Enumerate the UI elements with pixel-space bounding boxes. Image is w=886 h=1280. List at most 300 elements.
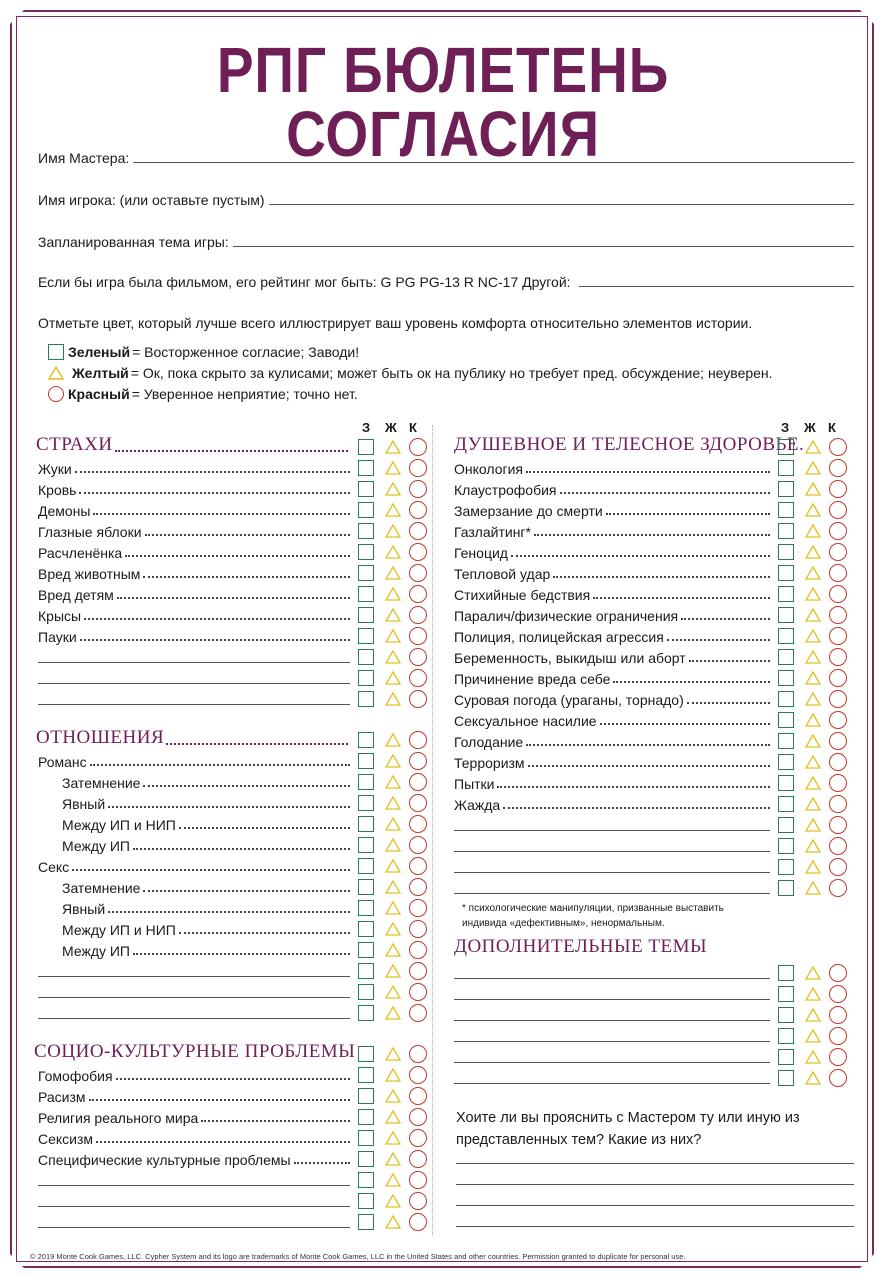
rating-checkboxes	[358, 564, 427, 582]
green-checkbox[interactable]	[778, 628, 794, 644]
yellow-triangle-checkbox[interactable]	[385, 1215, 401, 1229]
item-label: Пытки	[454, 776, 495, 792]
green-checkbox[interactable]	[358, 460, 374, 476]
yellow-triangle-checkbox[interactable]	[805, 692, 821, 706]
yellow-triangle-checkbox[interactable]	[805, 629, 821, 643]
yellow-triangle-checkbox[interactable]	[805, 1050, 821, 1064]
answer-line[interactable]	[456, 1184, 854, 1185]
dot-leader	[116, 1078, 350, 1080]
red-circle-checkbox[interactable]	[409, 648, 427, 666]
red-circle-checkbox[interactable]	[409, 690, 427, 708]
red-circle-checkbox[interactable]	[409, 752, 427, 770]
yellow-triangle-checkbox[interactable]	[385, 1068, 401, 1082]
red-circle-checkbox[interactable]	[829, 985, 847, 1003]
green-checkbox[interactable]	[778, 838, 794, 854]
list-item	[454, 732, 770, 750]
yellow-triangle-checkbox[interactable]	[805, 482, 821, 496]
rating-checkboxes	[358, 836, 427, 854]
answer-line[interactable]	[456, 1163, 854, 1164]
green-checkbox[interactable]	[778, 817, 794, 833]
write-in-line[interactable]	[38, 1206, 350, 1207]
dot-leader	[613, 681, 770, 683]
write-in-line[interactable]	[38, 704, 350, 705]
green-checkbox[interactable]	[358, 1005, 374, 1021]
write-in-line[interactable]	[454, 893, 770, 894]
red-circle-checkbox[interactable]	[409, 522, 427, 540]
red-circle-checkbox[interactable]	[409, 941, 427, 959]
item-label: Между ИП и НИП	[62, 922, 176, 938]
rating-checkboxes	[778, 795, 847, 813]
red-circle-checkbox[interactable]	[409, 1045, 427, 1063]
green-checkbox[interactable]	[358, 858, 374, 874]
yellow-triangle-checkbox[interactable]	[385, 566, 401, 580]
blank-item-line[interactable]	[454, 879, 770, 897]
red-circle-checkbox[interactable]	[409, 627, 427, 645]
red-circle-checkbox[interactable]	[829, 837, 847, 855]
write-in-line[interactable]	[38, 683, 350, 684]
red-circle-checkbox[interactable]	[829, 690, 847, 708]
rating-line[interactable]	[579, 285, 854, 287]
yellow-triangle-checkbox[interactable]	[805, 755, 821, 769]
item-label: Романс	[38, 754, 87, 770]
yellow-triangle-checkbox[interactable]	[805, 713, 821, 727]
yellow-triangle-checkbox[interactable]	[385, 482, 401, 496]
green-checkbox[interactable]	[358, 900, 374, 916]
red-circle-checkbox[interactable]	[409, 983, 427, 1001]
write-in-line[interactable]	[38, 662, 350, 663]
green-checkbox[interactable]	[358, 837, 374, 853]
yellow-triangle-checkbox[interactable]	[805, 650, 821, 664]
green-checkbox[interactable]	[358, 439, 374, 455]
green-checkbox[interactable]	[358, 963, 374, 979]
item-label: Жажда	[454, 797, 501, 813]
red-circle-checkbox[interactable]	[409, 1108, 427, 1126]
list-item	[38, 522, 350, 540]
yellow-triangle-checkbox[interactable]	[385, 922, 401, 936]
red-circle-checkbox[interactable]	[829, 438, 847, 456]
green-checkbox[interactable]	[358, 1172, 374, 1188]
green-checkbox[interactable]	[358, 544, 374, 560]
item-label: Сексизм	[38, 1131, 94, 1147]
rating-checkboxes	[358, 501, 427, 519]
yellow-triangle-checkbox[interactable]	[385, 733, 401, 747]
red-circle-checkbox[interactable]	[829, 522, 847, 540]
dot-leader	[145, 534, 350, 536]
yellow-triangle-checkbox[interactable]	[385, 629, 401, 643]
rating-checkboxes	[778, 711, 847, 729]
green-checkbox[interactable]	[778, 691, 794, 707]
red-circle-checkbox[interactable]	[829, 964, 847, 982]
green-checkbox[interactable]	[358, 942, 374, 958]
blank-item-line[interactable]	[454, 964, 770, 982]
green-checkbox[interactable]	[358, 1151, 374, 1167]
yellow-triangle-checkbox[interactable]	[385, 859, 401, 873]
red-circle-checkbox[interactable]	[829, 753, 847, 771]
item-label: Религия реального мира	[38, 1110, 199, 1126]
red-circle-checkbox[interactable]	[829, 480, 847, 498]
green-checkbox[interactable]	[358, 565, 374, 581]
yellow-triangle-checkbox[interactable]	[385, 692, 401, 706]
write-in-line[interactable]	[38, 1185, 350, 1186]
green-checkbox[interactable]	[358, 586, 374, 602]
green-checkbox[interactable]	[778, 859, 794, 875]
red-circle-checkbox[interactable]	[409, 1066, 427, 1084]
yellow-triangle-checkbox[interactable]	[805, 1029, 821, 1043]
write-in-line[interactable]	[454, 872, 770, 873]
section-title-text: ДОПОЛНИТЕЛЬНЫЕ ТЕМЫ	[454, 936, 708, 957]
copyright-text: © 2019 Monte Cook Games, LLC. Cypher System and its logo are trademarks of Monte Cook Games, LLC in the United States and other countries. Permission granted to duplicate for personal use.	[30, 1252, 686, 1261]
green-checkbox[interactable]	[778, 460, 794, 476]
red-circle-checkbox[interactable]	[409, 1004, 427, 1022]
yellow-triangle-checkbox[interactable]	[805, 566, 821, 580]
write-in-line[interactable]	[38, 976, 350, 977]
green-checkbox[interactable]	[778, 607, 794, 623]
yellow-triangle-checkbox[interactable]	[805, 860, 821, 874]
blank-item-line[interactable]	[454, 985, 770, 1003]
legend-green-label: Зеленый	[68, 344, 131, 360]
blank-item-line[interactable]	[454, 1027, 770, 1045]
dot-leader	[84, 618, 350, 620]
rating-checkboxes	[778, 732, 847, 750]
gm-name-line[interactable]	[133, 161, 854, 163]
dot-leader	[133, 848, 350, 850]
list-item	[38, 1108, 350, 1126]
rating-checkboxes	[778, 459, 847, 477]
rating-checkboxes	[778, 774, 847, 792]
blank-item-line[interactable]	[38, 962, 350, 980]
green-checkbox[interactable]	[778, 965, 794, 981]
red-circle-checkbox[interactable]	[829, 858, 847, 876]
dot-leader	[687, 702, 770, 704]
yellow-triangle-checkbox[interactable]	[385, 1131, 401, 1145]
red-circle-checkbox[interactable]	[829, 1027, 847, 1045]
green-checkbox[interactable]	[358, 691, 374, 707]
legend-red-label: Красный	[68, 386, 130, 402]
item-label: Вред животным	[38, 566, 141, 582]
dot-leader	[143, 785, 350, 787]
item-label: Стихийные бедствия	[454, 587, 591, 603]
column-divider	[432, 425, 433, 1235]
yellow-triangle-checkbox[interactable]	[385, 1089, 401, 1103]
red-circle-checkbox[interactable]	[409, 606, 427, 624]
yellow-triangle-checkbox[interactable]	[385, 838, 401, 852]
green-checkbox[interactable]	[358, 1214, 374, 1230]
yellow-triangle-checkbox[interactable]	[385, 671, 401, 685]
blank-item-line[interactable]	[454, 1006, 770, 1024]
blank-item-line[interactable]	[454, 1069, 770, 1087]
green-checkbox[interactable]	[778, 1049, 794, 1065]
yellow-triangle-checkbox[interactable]	[385, 650, 401, 664]
section-title	[454, 434, 805, 456]
red-circle-checkbox[interactable]	[409, 1213, 427, 1231]
yellow-triangle-checkbox[interactable]	[385, 503, 401, 517]
green-checkbox[interactable]	[358, 732, 374, 748]
write-in-line[interactable]	[454, 1083, 770, 1084]
rating-checkboxes	[778, 543, 847, 561]
blank-item-line[interactable]	[38, 669, 350, 687]
dot-leader	[667, 639, 770, 641]
green-checkbox[interactable]	[778, 986, 794, 1002]
red-circle-checkbox[interactable]	[409, 501, 427, 519]
rating-checkboxes	[358, 543, 427, 561]
red-circle-checkbox[interactable]	[829, 879, 847, 897]
green-checkbox[interactable]	[358, 1046, 374, 1062]
green-checkbox[interactable]	[358, 1130, 374, 1146]
red-circle-checkbox[interactable]	[409, 564, 427, 582]
rating-checkboxes	[358, 878, 427, 896]
green-checkbox[interactable]	[358, 502, 374, 518]
red-circle-checkbox[interactable]	[829, 669, 847, 687]
green-checkbox[interactable]	[778, 1007, 794, 1023]
yellow-triangle-checkbox[interactable]	[385, 796, 401, 810]
theme-line[interactable]	[233, 245, 854, 247]
yellow-triangle-checkbox[interactable]	[385, 775, 401, 789]
write-in-line[interactable]	[454, 999, 770, 1000]
red-circle-checkbox[interactable]	[829, 816, 847, 834]
yellow-triangle-checkbox[interactable]	[805, 734, 821, 748]
yellow-triangle-checkbox[interactable]	[385, 817, 401, 831]
green-checkbox[interactable]	[358, 670, 374, 686]
green-checkbox[interactable]	[358, 1088, 374, 1104]
red-circle-checkbox[interactable]	[829, 1006, 847, 1024]
green-checkbox[interactable]	[778, 754, 794, 770]
yellow-triangle-checkbox[interactable]	[385, 964, 401, 978]
blank-item-line[interactable]	[454, 858, 770, 876]
yellow-triangle-checkbox[interactable]	[805, 966, 821, 980]
red-circle-checkbox[interactable]	[409, 773, 427, 791]
blank-item-line[interactable]	[38, 1192, 350, 1210]
yellow-triangle-checkbox[interactable]	[805, 881, 821, 895]
dot-leader	[89, 1099, 350, 1101]
green-checkbox[interactable]	[358, 649, 374, 665]
yellow-triangle-checkbox[interactable]	[805, 440, 821, 454]
green-checkbox[interactable]	[358, 795, 374, 811]
rating-checkboxes	[778, 522, 847, 540]
red-circle-checkbox[interactable]	[409, 438, 427, 456]
green-checkbox[interactable]	[778, 439, 794, 455]
green-checkbox[interactable]	[358, 481, 374, 497]
green-checkbox[interactable]	[358, 753, 374, 769]
dot-leader	[534, 534, 770, 536]
red-circle-checkbox[interactable]	[409, 899, 427, 917]
write-in-line[interactable]	[38, 1227, 350, 1228]
yellow-triangle-checkbox[interactable]	[385, 901, 401, 915]
dot-leader	[90, 764, 350, 766]
green-checkbox[interactable]	[778, 502, 794, 518]
yellow-triangle-checkbox[interactable]	[805, 545, 821, 559]
green-checkbox[interactable]	[778, 880, 794, 896]
blank-item-line[interactable]	[38, 648, 350, 666]
dot-leader	[79, 492, 350, 494]
write-in-line[interactable]	[454, 1062, 770, 1063]
red-circle-checkbox[interactable]	[409, 459, 427, 477]
yellow-triangle-checkbox[interactable]	[385, 545, 401, 559]
gm-name-field[interactable]	[38, 144, 854, 166]
answer-line[interactable]	[456, 1205, 854, 1206]
red-circle-checkbox[interactable]	[829, 564, 847, 582]
green-checkbox[interactable]	[358, 1067, 374, 1083]
yellow-triangle-checkbox[interactable]	[385, 440, 401, 454]
yellow-triangle-checkbox[interactable]	[805, 671, 821, 685]
item-label: Расчленёнка	[38, 545, 123, 561]
green-checkbox[interactable]	[778, 796, 794, 812]
yellow-triangle-checkbox[interactable]	[805, 1008, 821, 1022]
green-checkbox[interactable]	[358, 607, 374, 623]
yellow-triangle-checkbox[interactable]	[805, 818, 821, 832]
yellow-triangle-checkbox[interactable]	[385, 1152, 401, 1166]
green-checkbox[interactable]	[778, 544, 794, 560]
theme-field[interactable]	[38, 228, 854, 250]
yellow-triangle-checkbox[interactable]	[385, 1173, 401, 1187]
yellow-triangle-checkbox[interactable]	[385, 1110, 401, 1124]
green-checkbox[interactable]	[778, 1070, 794, 1086]
yellow-triangle-checkbox[interactable]	[805, 587, 821, 601]
green-checkbox[interactable]	[358, 1109, 374, 1125]
red-circle-checkbox[interactable]	[829, 732, 847, 750]
red-circle-checkbox[interactable]	[829, 585, 847, 603]
yellow-triangle-checkbox[interactable]	[385, 461, 401, 475]
write-in-line[interactable]	[38, 1018, 350, 1019]
list-item	[454, 459, 770, 477]
red-circle-checkbox[interactable]	[409, 480, 427, 498]
red-circle-checkbox[interactable]	[409, 1150, 427, 1168]
red-circle-checkbox[interactable]	[409, 1171, 427, 1189]
yellow-triangle-checkbox[interactable]	[385, 754, 401, 768]
yellow-triangle-checkbox[interactable]	[385, 880, 401, 894]
green-checkbox[interactable]	[778, 733, 794, 749]
write-in-line[interactable]	[454, 978, 770, 979]
red-circle-checkbox[interactable]	[829, 459, 847, 477]
green-checkbox[interactable]	[358, 921, 374, 937]
write-in-line[interactable]	[454, 851, 770, 852]
blank-item-line[interactable]	[454, 837, 770, 855]
section-title-text: ОТНОШЕНИЯ	[36, 727, 165, 748]
yellow-triangle-checkbox[interactable]	[805, 524, 821, 538]
blank-item-line[interactable]	[454, 816, 770, 834]
green-checkbox[interactable]	[358, 774, 374, 790]
red-circle-checkbox[interactable]	[409, 1192, 427, 1210]
red-circle-checkbox[interactable]	[409, 585, 427, 603]
green-checkbox[interactable]	[358, 1193, 374, 1209]
red-circle-checkbox[interactable]	[829, 627, 847, 645]
red-circle-checkbox[interactable]	[409, 857, 427, 875]
dot-leader	[179, 827, 350, 829]
red-circle-checkbox[interactable]	[409, 731, 427, 749]
rating-checkboxes	[778, 648, 847, 666]
yellow-triangle-checkbox[interactable]	[805, 839, 821, 853]
footnote: * психологические манипуляции, призванные выставить индивида «дефективным», ненормальным.	[462, 903, 724, 929]
rating-checkboxes	[358, 1192, 427, 1210]
yellow-triangle-checkbox[interactable]	[805, 797, 821, 811]
yellow-triangle-checkbox[interactable]	[385, 943, 401, 957]
yellow-triangle-checkbox[interactable]	[385, 524, 401, 538]
yellow-triangle-checkbox[interactable]	[805, 461, 821, 475]
blank-item-line[interactable]	[38, 1213, 350, 1231]
write-in-line[interactable]	[454, 1041, 770, 1042]
red-circle-checkbox[interactable]	[409, 920, 427, 938]
red-circle-checkbox[interactable]	[409, 815, 427, 833]
green-checkbox[interactable]	[778, 523, 794, 539]
yellow-triangle-checkbox[interactable]	[385, 985, 401, 999]
green-checkbox[interactable]	[778, 775, 794, 791]
red-circle-checkbox[interactable]	[829, 543, 847, 561]
list-item	[62, 920, 350, 938]
red-circle-checkbox[interactable]	[829, 501, 847, 519]
yellow-triangle-checkbox[interactable]	[805, 987, 821, 1001]
item-label: Специфические культурные проблемы	[38, 1152, 291, 1168]
red-circle-checkbox[interactable]	[829, 795, 847, 813]
red-circle-checkbox[interactable]	[409, 794, 427, 812]
item-label: Онкология	[454, 461, 524, 477]
red-circle-checkbox[interactable]	[409, 543, 427, 561]
write-in-line[interactable]	[454, 1020, 770, 1021]
player-name-line[interactable]	[269, 203, 854, 205]
red-circle-checkbox[interactable]	[409, 1087, 427, 1105]
green-checkbox[interactable]	[358, 984, 374, 1000]
yellow-triangle-checkbox[interactable]	[385, 1006, 401, 1020]
green-checkbox[interactable]	[778, 670, 794, 686]
rating-field[interactable]	[38, 268, 854, 290]
red-circle-checkbox[interactable]	[829, 648, 847, 666]
blank-item-line[interactable]	[38, 1004, 350, 1022]
yellow-triangle-checkbox[interactable]	[385, 608, 401, 622]
rating-checkboxes	[358, 690, 427, 708]
yellow-triangle-checkbox[interactable]	[805, 776, 821, 790]
green-checkbox[interactable]	[778, 649, 794, 665]
yellow-triangle-checkbox[interactable]	[385, 587, 401, 601]
green-checkbox[interactable]	[778, 481, 794, 497]
green-checkbox[interactable]	[778, 565, 794, 581]
write-in-line[interactable]	[454, 830, 770, 831]
section-title-text: ДУШЕВНОЕ И ТЕЛЕСНОЕ ЗДОРОВЬЕ.	[454, 434, 805, 455]
blank-item-line[interactable]	[454, 1048, 770, 1066]
red-circle-checkbox[interactable]	[829, 711, 847, 729]
dot-leader	[80, 639, 350, 641]
red-circle-checkbox[interactable]	[409, 669, 427, 687]
yellow-triangle-checkbox[interactable]	[385, 1047, 401, 1061]
red-circle-checkbox[interactable]	[829, 606, 847, 624]
yellow-triangle-checkbox[interactable]	[805, 608, 821, 622]
red-circle-checkbox[interactable]	[829, 774, 847, 792]
red-circle-checkbox[interactable]	[409, 878, 427, 896]
blank-item-line[interactable]	[38, 690, 350, 708]
player-name-field[interactable]	[38, 186, 854, 208]
yellow-triangle-checkbox[interactable]	[805, 1071, 821, 1085]
section-title	[36, 727, 348, 749]
green-checkbox[interactable]	[358, 523, 374, 539]
answer-line[interactable]	[456, 1226, 854, 1227]
yellow-triangle-checkbox[interactable]	[805, 503, 821, 517]
write-in-line[interactable]	[38, 997, 350, 998]
green-checkbox[interactable]	[358, 879, 374, 895]
red-circle-checkbox[interactable]	[409, 1129, 427, 1147]
green-checkbox[interactable]	[778, 712, 794, 728]
green-checkbox[interactable]	[778, 586, 794, 602]
rating-checkboxes	[358, 920, 427, 938]
red-circle-checkbox[interactable]	[829, 1069, 847, 1087]
list-item	[38, 1150, 350, 1168]
red-circle-checkbox[interactable]	[409, 836, 427, 854]
yellow-triangle-checkbox[interactable]	[385, 1194, 401, 1208]
rating-checkboxes	[358, 815, 427, 833]
red-circle-checkbox[interactable]	[829, 1048, 847, 1066]
green-checkbox[interactable]	[358, 628, 374, 644]
blank-item-line[interactable]	[38, 1171, 350, 1189]
green-checkbox[interactable]	[358, 816, 374, 832]
red-circle-checkbox[interactable]	[409, 962, 427, 980]
blank-item-line[interactable]	[38, 983, 350, 1001]
green-checkbox[interactable]	[778, 1028, 794, 1044]
